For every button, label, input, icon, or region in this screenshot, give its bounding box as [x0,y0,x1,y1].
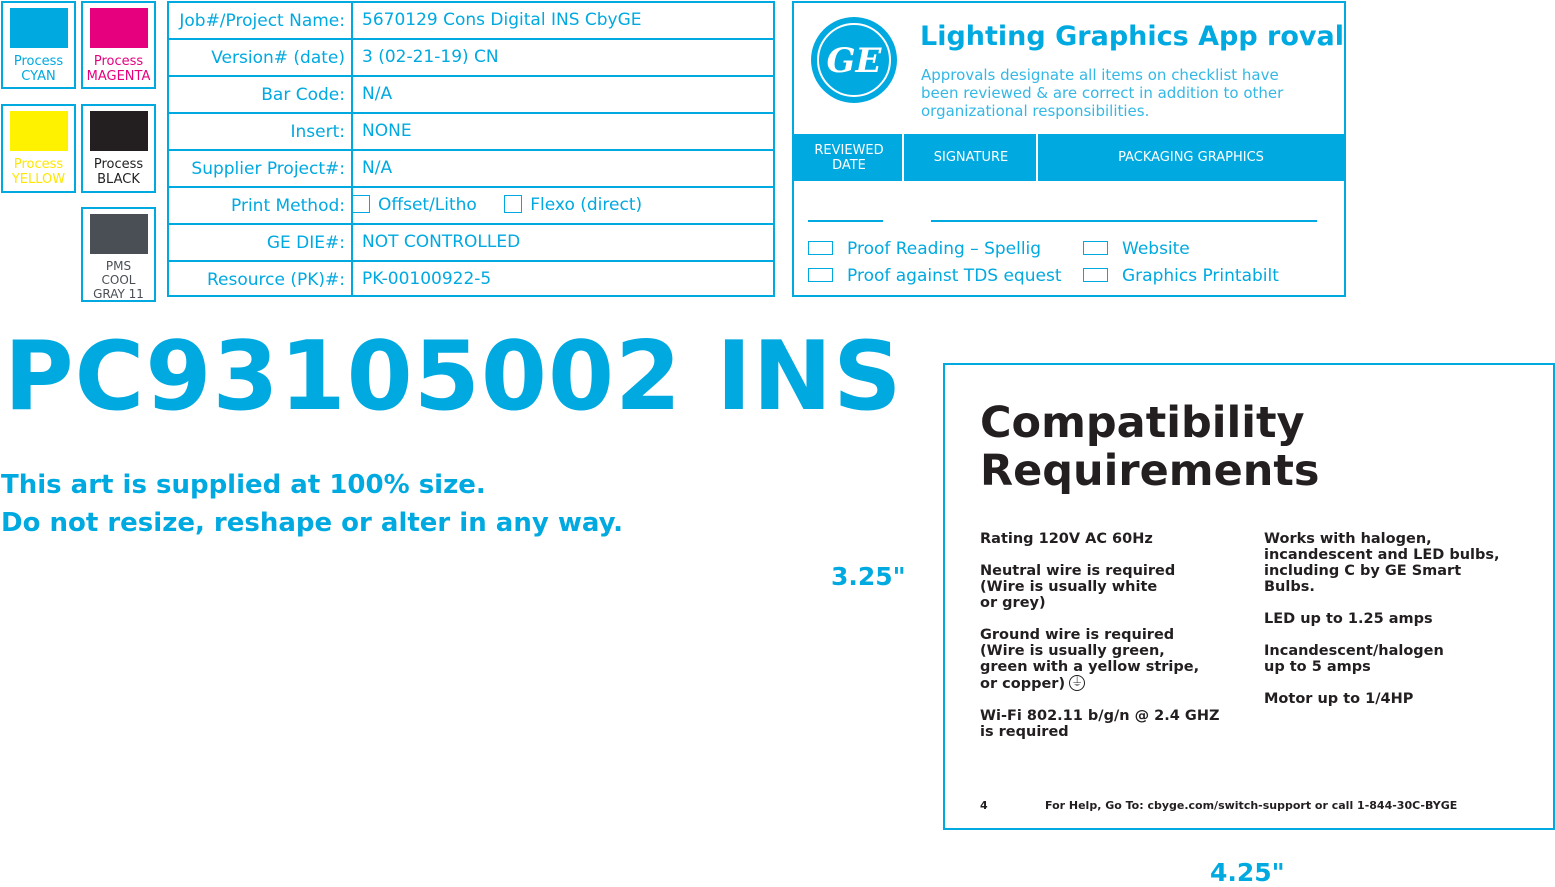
ground-symbol-icon [1069,675,1085,691]
compatibility-title: Compatibility Requirements [980,398,1320,496]
job-row-print-method [169,188,773,225]
swatch-chip [90,8,148,48]
website-checkbox[interactable] [1083,241,1108,255]
proof-reading-checkbox[interactable] [808,241,833,255]
swatch-label: PMS COOL GRAY 11 [93,259,144,301]
swatch-pms-cool-gray [81,207,156,302]
part-number-title: PC93105002 INS [4,322,903,432]
date-line[interactable] [808,220,883,222]
ground-wire-text: Ground wire is required (Wire is usually green, green with a yellow stripe, or copper) [980,627,1200,692]
swatch-chip [90,111,148,151]
row-label: Insert: [169,114,353,149]
row-value: PK-00100922-5 [362,269,492,289]
graphics-printability-checkbox[interactable] [1083,268,1108,282]
swatch-chip [10,8,68,48]
row-value: 5670129 Cons Digital INS CbyGE [362,10,642,30]
row-value: N/A [362,158,393,178]
job-info-table [167,1,775,297]
row-label: Print Method: [169,188,353,223]
swatch-label: Process BLACK [93,157,144,187]
wifi-text: Wi-Fi 802.11 b/g/n @ 2.4 GHZ is required [980,708,1220,740]
row-value: 3 (02-21-19) CN [362,47,499,67]
swatch-process-yellow [1,104,76,193]
rating-text: Rating 120V AC 60Hz [980,531,1153,547]
row-label: Resource (PK)#: [169,262,353,297]
job-row-resource [169,262,773,297]
approval-title: Lighting Graphics App roval [920,21,1344,52]
swatch-chip [10,111,68,151]
swatch-process-cyan [1,1,76,89]
job-row-insert [169,114,773,151]
row-label: Bar Code: [169,77,353,112]
requirements-right-column [1264,531,1524,723]
job-row-bar-code [169,77,773,114]
compatibility-requirements-panel [943,363,1555,830]
row-label: Supplier Project#: [169,151,353,186]
row-label: Version# (date) [169,40,353,75]
motor-limit-text: Motor up to 1/4HP [1264,691,1414,707]
svg-text:GE: GE [826,41,882,81]
checklist-website: Website [1083,239,1190,259]
height-dimension: 3.25" [831,562,906,591]
row-label: Job#/Project Name: [169,3,353,38]
row-label: GE DIE#: [169,225,353,260]
approval-description: Approvals designate all items on checklist have been reviewed & are correct in addition to other organizational responsibilities. [921,66,1284,120]
signature-header: SIGNATURE [933,150,1009,165]
alter-warning: Do not resize, reshape or alter in any way. [1,508,624,538]
width-dimension: 4.25" [1210,858,1285,887]
swatch-label: Process CYAN [13,54,64,84]
requirements-left-column [980,531,1230,756]
lighting-graphics-approval-panel [792,1,1346,297]
ground-wire-block [980,627,1230,692]
swatch-process-magenta [81,1,156,89]
row-value: NONE [362,121,412,141]
bulb-compat-text: Works with halogen, incandescent and LED bulbs, including C by GE Smart Bulbs. [1264,531,1500,595]
packaging-graphics-header: PACKAGING GRAPHICS [1118,150,1264,165]
swatch-label: Process YELLOW [11,157,66,187]
ge-logo-icon [810,16,898,104]
signature-line[interactable] [931,220,1317,222]
swatch-process-black [81,104,156,193]
offset-litho-checkbox[interactable] [352,195,370,213]
approval-header-bar [794,134,1344,181]
flexo-direct-label: Flexo (direct) [530,195,643,215]
job-row-ge-die [169,225,773,262]
checklist-proof-reading: Proof Reading – Spellig [808,239,1041,259]
offset-litho-label: Offset/Litho [378,195,477,215]
flexo-direct-checkbox[interactable] [504,195,522,213]
checklist-proof-tds: Proof against TDS equest [808,266,1061,286]
swatch-label: Process MAGENTA [86,54,151,84]
swatch-chip [90,214,148,254]
halogen-limit-text: Incandescent/halogen up to 5 amps [1264,643,1444,675]
job-row-version [169,40,773,77]
row-value: N/A [362,84,393,104]
checklist-graphics-printability: Graphics Printabilt [1083,266,1279,286]
print-method-options [352,188,642,223]
proof-tds-checkbox[interactable] [808,268,833,282]
help-footer: For Help, Go To: cbyge.com/switch-support or call 1-844-30C-BYGE [1045,799,1458,812]
size-note: This art is supplied at 100% size. [1,470,486,500]
page-number: 4 [980,799,988,812]
led-limit-text: LED up to 1.25 amps [1264,611,1433,627]
neutral-wire-text: Neutral wire is required (Wire is usually white or grey) [980,563,1176,611]
job-row-project-name [169,3,773,40]
job-row-supplier-project [169,151,773,188]
reviewed-date-header: REVIEWED DATE [814,142,884,173]
row-value: NOT CONTROLLED [362,232,521,252]
